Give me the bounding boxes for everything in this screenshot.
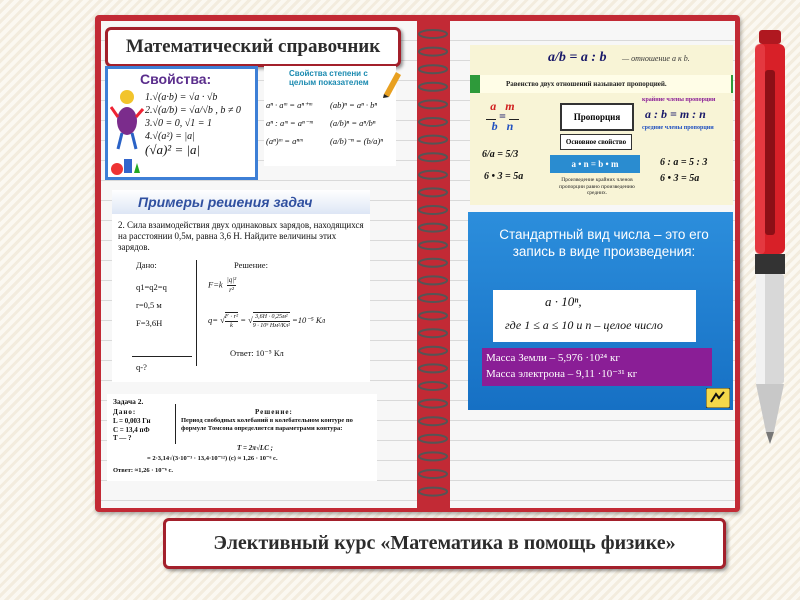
spiral-ring: [419, 364, 447, 372]
spiral-ring: [419, 241, 447, 249]
spiral-ring: [419, 488, 447, 496]
task2-divider: [175, 404, 176, 444]
ratio-caption: — отношение a к b.: [622, 54, 690, 63]
solution-divider: [196, 260, 197, 366]
pen-icon: [745, 30, 795, 450]
shapes-icon: [110, 155, 140, 177]
fraction-denominator: b: [491, 119, 498, 133]
main-property-formula: a • n = b • m: [550, 155, 640, 173]
standard-form-examples: [482, 348, 712, 386]
proportion-label-box: Пропорция: [560, 103, 634, 131]
example-right-top: 6 : a = 5 : 3: [660, 157, 708, 168]
property-item: 2.√(a/b) = √a/√b , b ≠ 0: [145, 105, 241, 116]
powers-rules: [266, 96, 396, 150]
formula2-mid-den: 9 · 10⁹ Нм²/Кл²: [252, 323, 290, 329]
footer-title: Элективный курс «Математика в помощь физике»: [163, 518, 726, 569]
task2-given-item: T — ?: [113, 434, 132, 442]
properties-card: [105, 66, 258, 180]
property-item: (√a)² = |a|: [145, 142, 201, 157]
spiral-ring: [419, 206, 447, 214]
formula2-mid-num: 3,6Н · 0,25м²: [255, 314, 288, 320]
standard-form-condition: где 1 ≤ a ≤ 10 и n – целое число: [505, 318, 663, 332]
example-right-bottom: 6 • 3 = 5a: [660, 173, 700, 184]
spiral-ring: [419, 382, 447, 390]
power-rule: aⁿ : aᵐ = aⁿ⁻ᵐ: [266, 118, 313, 128]
spiral-ring: [419, 30, 447, 38]
extremes-caption: крайние члены пропорции: [642, 97, 716, 103]
property-item: 4.√(a²) = |a|: [145, 131, 195, 142]
pencil-icon: [380, 68, 402, 98]
return-icon[interactable]: [706, 388, 730, 408]
formula-numerator: |q|²: [226, 276, 237, 284]
power-rule: (ab)ⁿ = aⁿ · bⁿ: [330, 100, 378, 110]
standard-form-formula-box: [493, 290, 696, 342]
power-rule: aⁿ · aᵐ = aⁿ⁺ᵐ: [266, 100, 313, 110]
formula-coulomb: [208, 276, 236, 295]
spiral-ring: [419, 100, 447, 108]
powers-heading: Свойства степени с целым показателем: [289, 69, 369, 87]
formula2-radicand-den: k: [225, 321, 238, 330]
proportion-card: [470, 45, 733, 205]
main-property-label: Основное свойство: [560, 134, 632, 150]
spiral-ring: [419, 312, 447, 320]
example-left-top: 6/a = 5/3: [482, 149, 519, 160]
property-item: 1.√(a·b) = √a · √b: [145, 92, 218, 103]
spiral-ring: [419, 188, 447, 196]
properties-items: [145, 91, 241, 156]
spiral-binding: [413, 28, 453, 508]
standard-form-title: Стандартный вид числа – это его запись в виде произведения:: [499, 227, 709, 259]
formula-lhs: F=k: [208, 279, 223, 290]
standard-form-card: [468, 212, 733, 410]
proportion-definition: Равенство двух отношений называют пропорцией.: [478, 75, 731, 93]
given-divider: [132, 356, 192, 357]
task2-formula: T = 2π√LC ;: [237, 444, 273, 452]
given-item: r=0,5 м: [136, 300, 162, 310]
fraction-rhs-numerator: m: [505, 99, 515, 113]
formula-denominator: r²: [227, 285, 236, 295]
solution-label: Решение:: [234, 260, 268, 270]
proportion-fraction: a m = b n: [486, 101, 519, 131]
problem-text: 2. Сила взаимодействия двух одинаковых зарядов, находящихся на расстоянии 0,5м, равна 3,6 Н. Найдите величины этих зарядов.: [118, 220, 364, 252]
spiral-ring: [419, 417, 447, 425]
power-rule: (aⁿ)ᵐ = aⁿᵐ: [266, 136, 303, 146]
example-electron-mass: Масса электрона – 9,11 ·10⁻³¹ кг: [486, 368, 638, 380]
formula2-lhs: q=: [208, 314, 218, 325]
property-item: 3.√0 = 0, √1 = 1: [145, 118, 212, 129]
fraction-numerator: a: [490, 99, 497, 113]
spiral-ring: [419, 259, 447, 267]
powers-card: [264, 66, 396, 166]
fraction-rhs-denominator: n: [506, 119, 514, 133]
find-label: q-?: [136, 362, 147, 372]
task2-solution-text: Период свободных колебаний в колебательном контуре по формуле Томсона определяется параметрами контура:: [181, 417, 353, 432]
proportion-colon-formula: a : b = m : n: [645, 107, 706, 121]
spiral-ring: [419, 329, 447, 337]
task2-solution-label: Решение:: [255, 408, 293, 416]
task2-heading: Задача 2.: [113, 397, 144, 406]
examples-answer: Ответ: 10⁻⁵ Кл: [230, 348, 284, 358]
spiral-ring: [419, 83, 447, 91]
examples-heading: Примеры решения задач: [138, 194, 313, 210]
example-left-bottom: 6 • 3 = 5a: [484, 171, 524, 182]
spiral-ring: [419, 435, 447, 443]
header-title: Математический справочник: [105, 27, 401, 67]
task2-given-item: L = 0,003 Гн: [113, 417, 151, 425]
means-caption: средние члены пропорции: [642, 125, 714, 131]
spiral-ring: [419, 347, 447, 355]
example-earth-mass: Масса Земли – 5,976 ·10²⁴ кг: [486, 352, 620, 364]
spiral-ring: [419, 224, 447, 232]
spiral-ring: [419, 65, 447, 73]
power-rule: (a/b)ⁿ = aⁿ/bⁿ: [330, 118, 376, 128]
power-rule: (a/b)⁻ⁿ = (b/a)ⁿ: [330, 136, 383, 146]
standard-form-formula: a · 10ⁿ,: [545, 294, 582, 309]
spiral-ring: [419, 48, 447, 56]
main-property-caption: Произведение крайних членов пропорции равно произведению средних.: [559, 177, 635, 196]
given-item: q1=q2=q: [136, 282, 167, 292]
formula2-radicand-num: F · r²: [224, 313, 239, 320]
task2-given-label: Дано:: [113, 408, 137, 416]
examples-card: [112, 190, 370, 382]
properties-heading: Свойства:: [140, 71, 212, 87]
spiral-ring: [419, 171, 447, 179]
given-label: Дано:: [136, 260, 157, 270]
spiral-ring: [419, 136, 447, 144]
green-band: [470, 75, 733, 93]
mascot-icon: [110, 87, 144, 153]
spiral-ring: [419, 400, 447, 408]
given-list: [136, 278, 167, 332]
given-item: F=3,6Н: [136, 318, 163, 328]
task2-given-list: [113, 417, 151, 443]
spiral-ring: [419, 294, 447, 302]
ratio-formula: a/b = a : b: [548, 50, 607, 65]
task2-given-item: C = 13,4 пФ: [113, 425, 150, 434]
formula2-result: =10⁻⁵ Кл: [292, 314, 326, 325]
spiral-ring: [419, 153, 447, 161]
spiral-ring: [419, 118, 447, 126]
spiral-ring: [419, 452, 447, 460]
spiral-ring: [419, 276, 447, 284]
task2-calc: = 2·3,14√(3·10⁻³ · 13,4·10⁻¹²) (с) ≈ 1,26 · 10⁻⁶ с.: [147, 455, 278, 462]
spiral-ring: [419, 470, 447, 478]
task2-answer: Ответ: ≈1,26 · 10⁻⁶ с.: [113, 467, 174, 474]
task2-card: [107, 394, 377, 481]
formula-charge: $q= √\frac{\text{F · r²}}{k}$ = √ 3,6Н · 0,25м² 9 · 10⁹ Нм²/Кл² =10⁻⁵ Кл: [208, 313, 326, 329]
